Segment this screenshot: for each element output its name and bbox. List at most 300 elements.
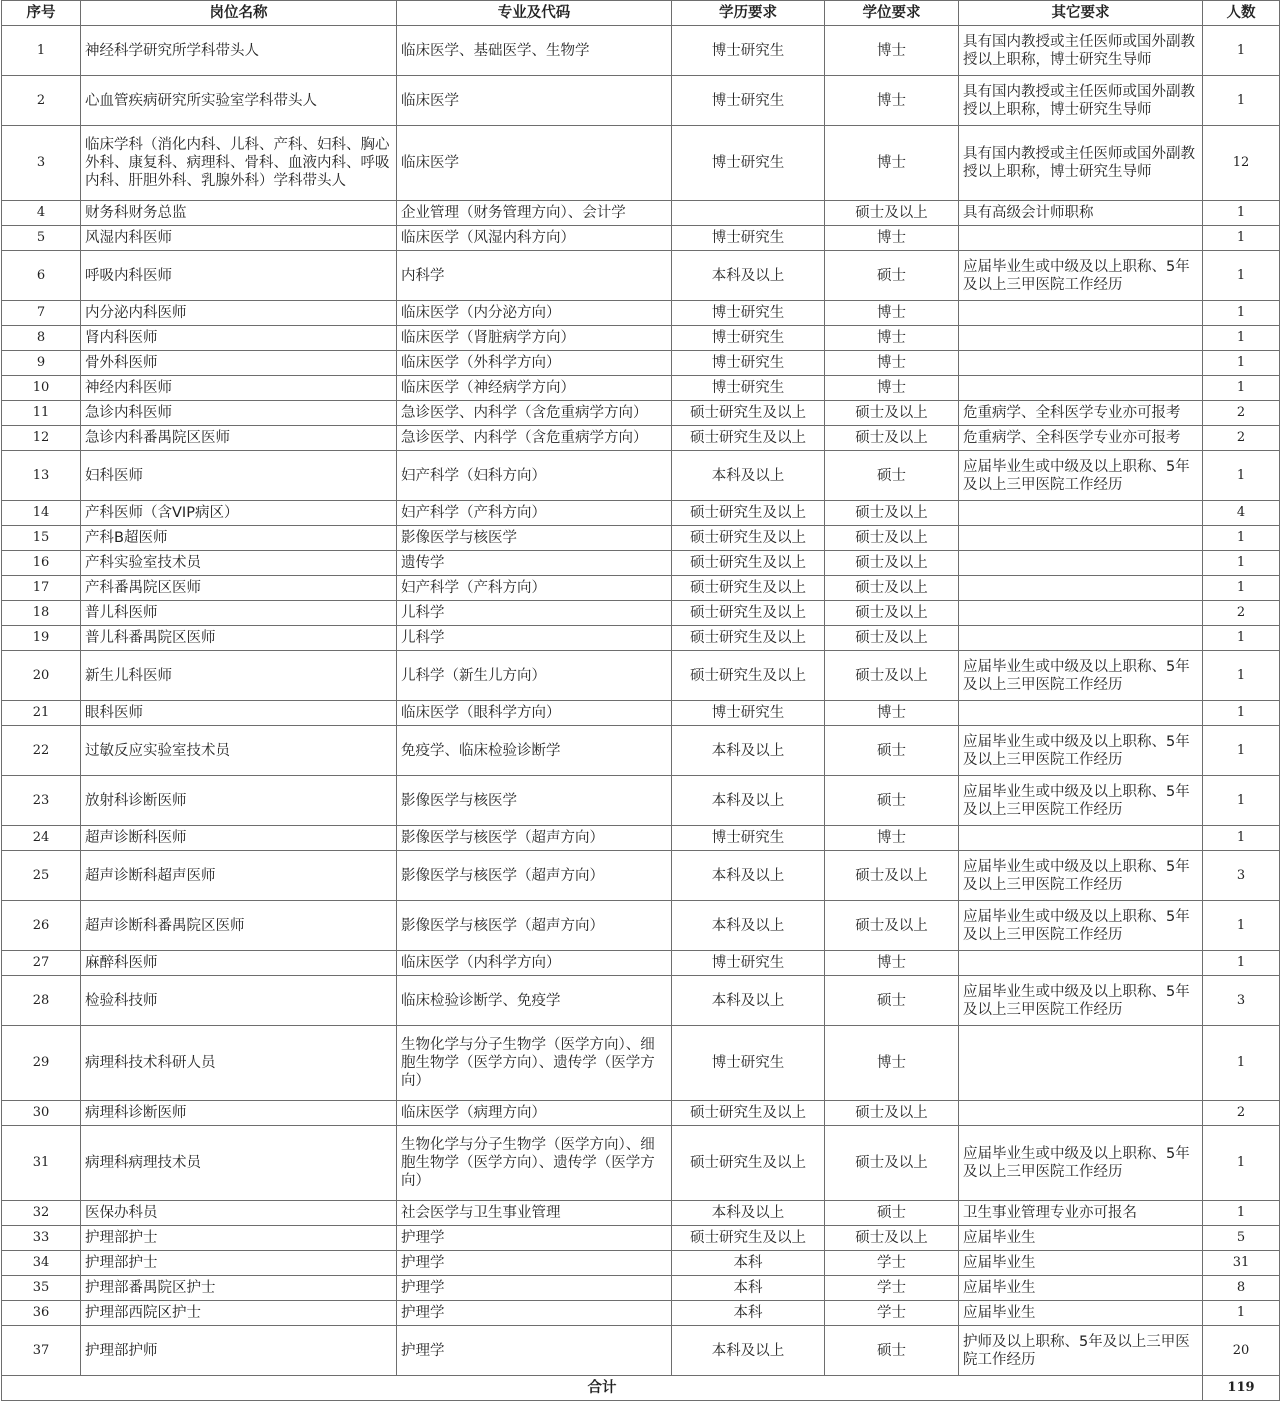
cell-headcount: 1 [1203,1301,1280,1326]
cell-post-name: 心血管疾病研究所实验室学科带头人 [81,76,397,126]
cell-headcount: 1 [1203,826,1280,851]
cell-degree: 硕士及以上 [825,201,959,226]
cell-major: 临床检验诊断学、免疫学 [397,976,672,1026]
table-row [2,451,1280,501]
cell-education: 博士研究生 [672,301,825,326]
cell-education: 本科及以上 [672,1326,825,1376]
cell-post-name: 超声诊断科医师 [81,826,397,851]
cell-education: 硕士研究生及以上 [672,626,825,651]
cell-major: 临床医学（病理方向） [397,1101,672,1126]
cell-post-name: 临床学科（消化内科、儿科、产科、妇科、胸心外科、康复科、病理科、骨科、血液内科、呼吸内科、肝胆外科、乳腺外科）学科带头人 [81,126,397,201]
table-row [2,426,1280,451]
cell-other-requirements [959,1026,1203,1101]
cell-post-name: 内分泌内科医师 [81,301,397,326]
cell-major: 临床医学 [397,76,672,126]
table-row [2,776,1280,826]
cell-degree: 博士 [825,76,959,126]
table-row [2,601,1280,626]
cell-index: 9 [2,351,81,376]
cell-index: 33 [2,1226,81,1251]
cell-education: 博士研究生 [672,326,825,351]
cell-degree: 学士 [825,1251,959,1276]
cell-post-name: 护理部护师 [81,1326,397,1376]
table-row [2,201,1280,226]
cell-other-requirements: 应届毕业生 [959,1251,1203,1276]
cell-headcount: 1 [1203,451,1280,501]
cell-other-requirements: 应届毕业生或中级及以上职称、5年及以上三甲医院工作经历 [959,651,1203,701]
cell-headcount: 2 [1203,601,1280,626]
cell-other-requirements: 具有国内教授或主任医师或国外副教授以上职称，博士研究生导师 [959,26,1203,76]
table-row [2,1101,1280,1126]
cell-education: 硕士研究生及以上 [672,1226,825,1251]
cell-other-requirements [959,951,1203,976]
cell-major: 临床医学（内分泌方向） [397,301,672,326]
cell-major: 影像医学与核医学 [397,776,672,826]
cell-degree: 博士 [825,326,959,351]
cell-index: 10 [2,376,81,401]
header-education: 学历要求 [672,1,825,26]
cell-other-requirements: 危重病学、全科医学专业亦可报考 [959,401,1203,426]
cell-other-requirements: 应届毕业生或中级及以上职称、5年及以上三甲医院工作经历 [959,901,1203,951]
cell-degree: 硕士及以上 [825,601,959,626]
table-row [2,351,1280,376]
cell-headcount: 1 [1203,701,1280,726]
cell-headcount: 20 [1203,1326,1280,1376]
cell-major: 护理学 [397,1276,672,1301]
cell-major: 企业管理（财务管理方向）、会计学 [397,201,672,226]
cell-major: 临床医学（肾脏病学方向） [397,326,672,351]
cell-headcount: 2 [1203,1101,1280,1126]
cell-index: 23 [2,776,81,826]
header-post-name: 岗位名称 [81,1,397,26]
cell-education: 博士研究生 [672,376,825,401]
cell-other-requirements: 护师及以上职称、5年及以上三甲医院工作经历 [959,1326,1203,1376]
cell-education: 博士研究生 [672,951,825,976]
cell-education: 博士研究生 [672,76,825,126]
cell-major: 临床医学（眼科学方向） [397,701,672,726]
cell-post-name: 医保办科员 [81,1201,397,1226]
cell-major: 儿科学 [397,601,672,626]
cell-headcount: 1 [1203,551,1280,576]
table-row [2,301,1280,326]
cell-education: 本科及以上 [672,1201,825,1226]
cell-headcount: 2 [1203,401,1280,426]
cell-degree: 博士 [825,351,959,376]
cell-post-name: 放射科诊断医师 [81,776,397,826]
cell-degree: 博士 [825,126,959,201]
cell-index: 1 [2,26,81,76]
table-row [2,401,1280,426]
cell-other-requirements [959,226,1203,251]
cell-post-name: 产科番禺院区医师 [81,576,397,601]
table-row [2,701,1280,726]
table-row [2,1126,1280,1201]
cell-degree: 硕士及以上 [825,651,959,701]
cell-post-name: 产科B超医师 [81,526,397,551]
cell-degree: 硕士 [825,776,959,826]
cell-post-name: 妇科医师 [81,451,397,501]
table-row [2,626,1280,651]
cell-index: 14 [2,501,81,526]
cell-other-requirements: 卫生事业管理专业亦可报名 [959,1201,1203,1226]
cell-post-name: 肾内科医师 [81,326,397,351]
table-row [2,976,1280,1026]
cell-index: 24 [2,826,81,851]
cell-major: 影像医学与核医学（超声方向） [397,826,672,851]
cell-headcount: 1 [1203,726,1280,776]
cell-post-name: 财务科财务总监 [81,201,397,226]
cell-index: 17 [2,576,81,601]
table-row [2,1301,1280,1326]
cell-headcount: 4 [1203,501,1280,526]
table-row [2,951,1280,976]
cell-index: 18 [2,601,81,626]
cell-index: 6 [2,251,81,301]
cell-index: 30 [2,1101,81,1126]
cell-headcount: 1 [1203,201,1280,226]
cell-headcount: 1 [1203,26,1280,76]
cell-other-requirements [959,501,1203,526]
cell-major: 护理学 [397,1226,672,1251]
cell-education: 本科及以上 [672,251,825,301]
cell-headcount: 1 [1203,226,1280,251]
cell-major: 临床医学、基础医学、生物学 [397,26,672,76]
header-headcount: 人数 [1203,1,1280,26]
table-row [2,851,1280,901]
cell-index: 15 [2,526,81,551]
cell-degree: 硕士及以上 [825,401,959,426]
cell-major: 临床医学（神经病学方向） [397,376,672,401]
cell-other-requirements: 应届毕业生 [959,1301,1203,1326]
cell-post-name: 急诊内科医师 [81,401,397,426]
cell-headcount: 1 [1203,626,1280,651]
cell-other-requirements [959,526,1203,551]
cell-index: 2 [2,76,81,126]
cell-other-requirements: 具有国内教授或主任医师或国外副教授以上职称，博士研究生导师 [959,76,1203,126]
cell-major: 儿科学 [397,626,672,651]
cell-index: 12 [2,426,81,451]
cell-post-name: 眼科医师 [81,701,397,726]
cell-major: 急诊医学、内科学（含危重病学方向） [397,426,672,451]
cell-major: 临床医学（外科学方向） [397,351,672,376]
cell-major: 护理学 [397,1251,672,1276]
cell-other-requirements [959,376,1203,401]
cell-education: 硕士研究生及以上 [672,601,825,626]
cell-degree: 博士 [825,826,959,851]
cell-other-requirements: 应届毕业生 [959,1276,1203,1301]
cell-other-requirements: 应届毕业生或中级及以上职称、5年及以上三甲医院工作经历 [959,251,1203,301]
cell-other-requirements [959,351,1203,376]
cell-headcount: 31 [1203,1251,1280,1276]
table-row [2,26,1280,76]
cell-education: 硕士研究生及以上 [672,501,825,526]
cell-headcount: 1 [1203,1201,1280,1226]
cell-degree: 硕士 [825,1326,959,1376]
cell-index: 21 [2,701,81,726]
cell-education: 博士研究生 [672,351,825,376]
cell-post-name: 病理科病理技术员 [81,1126,397,1201]
table-row [2,1226,1280,1251]
table-row [2,326,1280,351]
cell-post-name: 护理部护士 [81,1226,397,1251]
recruitment-table [1,0,1280,1401]
cell-other-requirements [959,826,1203,851]
table-row [2,226,1280,251]
cell-degree: 硕士及以上 [825,626,959,651]
cell-education: 博士研究生 [672,126,825,201]
cell-education: 博士研究生 [672,26,825,76]
cell-degree: 硕士及以上 [825,426,959,451]
cell-major: 妇产科学（产科方向） [397,576,672,601]
cell-degree: 博士 [825,1026,959,1101]
total-value: 119 [1203,1376,1280,1401]
cell-post-name: 检验科技师 [81,976,397,1026]
cell-major: 护理学 [397,1301,672,1326]
table-row [2,826,1280,851]
table-row [2,126,1280,201]
cell-other-requirements: 危重病学、全科医学专业亦可报考 [959,426,1203,451]
cell-other-requirements [959,301,1203,326]
cell-major: 护理学 [397,1326,672,1376]
cell-headcount: 1 [1203,951,1280,976]
cell-index: 8 [2,326,81,351]
cell-education: 硕士研究生及以上 [672,426,825,451]
cell-index: 31 [2,1126,81,1201]
cell-education: 博士研究生 [672,701,825,726]
cell-major: 临床医学 [397,126,672,201]
cell-education: 硕士研究生及以上 [672,651,825,701]
table-row [2,726,1280,776]
cell-index: 29 [2,1026,81,1101]
cell-post-name: 麻醉科医师 [81,951,397,976]
cell-education: 本科及以上 [672,451,825,501]
cell-other-requirements: 应届毕业生或中级及以上职称、5年及以上三甲医院工作经历 [959,1126,1203,1201]
cell-headcount: 1 [1203,526,1280,551]
cell-index: 19 [2,626,81,651]
cell-post-name: 护理部番禺院区护士 [81,1276,397,1301]
cell-education [672,201,825,226]
cell-major: 生物化学与分子生物学（医学方向）、细胞生物学（医学方向）、遗传学（医学方向） [397,1126,672,1201]
cell-headcount: 1 [1203,901,1280,951]
cell-index: 4 [2,201,81,226]
cell-other-requirements: 应届毕业生 [959,1226,1203,1251]
cell-index: 37 [2,1326,81,1376]
cell-post-name: 护理部西院区护士 [81,1301,397,1326]
table-row [2,651,1280,701]
cell-major: 生物化学与分子生物学（医学方向）、细胞生物学（医学方向）、遗传学（医学方向） [397,1026,672,1101]
cell-headcount: 1 [1203,376,1280,401]
cell-education: 硕士研究生及以上 [672,551,825,576]
cell-major: 临床医学（风湿内科方向） [397,226,672,251]
cell-headcount: 5 [1203,1226,1280,1251]
cell-post-name: 超声诊断科超声医师 [81,851,397,901]
cell-major: 影像医学与核医学（超声方向） [397,901,672,951]
table-row [2,576,1280,601]
cell-degree: 博士 [825,701,959,726]
cell-education: 本科 [672,1251,825,1276]
cell-education: 本科及以上 [672,776,825,826]
header-major: 专业及代码 [397,1,672,26]
cell-major: 社会医学与卫生事业管理 [397,1201,672,1226]
cell-education: 博士研究生 [672,826,825,851]
cell-index: 27 [2,951,81,976]
cell-degree: 博士 [825,301,959,326]
cell-post-name: 超声诊断科番禺院区医师 [81,901,397,951]
cell-degree: 硕士及以上 [825,551,959,576]
cell-headcount: 1 [1203,301,1280,326]
cell-index: 3 [2,126,81,201]
cell-education: 硕士研究生及以上 [672,1126,825,1201]
cell-headcount: 1 [1203,76,1280,126]
table-row [2,901,1280,951]
cell-headcount: 8 [1203,1276,1280,1301]
cell-degree: 硕士 [825,976,959,1026]
cell-index: 11 [2,401,81,426]
cell-headcount: 1 [1203,1126,1280,1201]
cell-index: 20 [2,651,81,701]
cell-headcount: 1 [1203,576,1280,601]
cell-major: 影像医学与核医学 [397,526,672,551]
cell-index: 22 [2,726,81,776]
cell-major: 内科学 [397,251,672,301]
cell-index: 28 [2,976,81,1026]
cell-degree: 硕士及以上 [825,576,959,601]
cell-education: 本科及以上 [672,726,825,776]
cell-index: 25 [2,851,81,901]
cell-major: 临床医学（内科学方向） [397,951,672,976]
table-row [2,1201,1280,1226]
header-other-requirements: 其它要求 [959,1,1203,26]
cell-education: 硕士研究生及以上 [672,401,825,426]
cell-post-name: 急诊内科番禺院区医师 [81,426,397,451]
cell-index: 26 [2,901,81,951]
total-row [2,1376,1280,1401]
cell-index: 32 [2,1201,81,1226]
cell-headcount: 12 [1203,126,1280,201]
cell-education: 本科 [672,1301,825,1326]
table-row [2,1251,1280,1276]
cell-degree: 硕士 [825,1201,959,1226]
cell-headcount: 1 [1203,776,1280,826]
cell-degree: 博士 [825,376,959,401]
cell-index: 36 [2,1301,81,1326]
cell-other-requirements [959,701,1203,726]
cell-other-requirements: 具有高级会计师职称 [959,201,1203,226]
cell-major: 儿科学（新生儿方向） [397,651,672,701]
cell-degree: 硕士及以上 [825,526,959,551]
cell-degree: 硕士 [825,726,959,776]
cell-index: 7 [2,301,81,326]
cell-other-requirements: 具有国内教授或主任医师或国外副教授以上职称，博士研究生导师 [959,126,1203,201]
cell-other-requirements: 应届毕业生或中级及以上职称、5年及以上三甲医院工作经历 [959,851,1203,901]
cell-post-name: 呼吸内科医师 [81,251,397,301]
cell-post-name: 神经内科医师 [81,376,397,401]
cell-headcount: 2 [1203,426,1280,451]
table-row [2,1026,1280,1101]
table-row [2,501,1280,526]
cell-education: 博士研究生 [672,1026,825,1101]
cell-degree: 硕士及以上 [825,851,959,901]
cell-index: 35 [2,1276,81,1301]
table-row [2,251,1280,301]
cell-index: 13 [2,451,81,501]
table-row [2,1326,1280,1376]
cell-degree: 硕士及以上 [825,501,959,526]
cell-post-name: 病理科技术科研人员 [81,1026,397,1101]
cell-other-requirements [959,626,1203,651]
cell-post-name: 神经科学研究所学科带头人 [81,26,397,76]
cell-other-requirements [959,576,1203,601]
cell-other-requirements: 应届毕业生或中级及以上职称、5年及以上三甲医院工作经历 [959,726,1203,776]
cell-degree: 硕士及以上 [825,1101,959,1126]
header-row [2,1,1280,26]
table-row [2,1276,1280,1301]
cell-headcount: 1 [1203,326,1280,351]
table-row [2,526,1280,551]
cell-post-name: 风湿内科医师 [81,226,397,251]
table-row [2,76,1280,126]
cell-post-name: 普儿科医师 [81,601,397,626]
cell-major: 影像医学与核医学（超声方向） [397,851,672,901]
cell-post-name: 护理部护士 [81,1251,397,1276]
cell-headcount: 3 [1203,851,1280,901]
cell-other-requirements [959,601,1203,626]
cell-major: 免疫学、临床检验诊断学 [397,726,672,776]
cell-other-requirements: 应届毕业生或中级及以上职称、5年及以上三甲医院工作经历 [959,976,1203,1026]
cell-degree: 硕士及以上 [825,1126,959,1201]
cell-degree: 硕士及以上 [825,901,959,951]
cell-education: 本科及以上 [672,851,825,901]
cell-post-name: 骨外科医师 [81,351,397,376]
cell-post-name: 产科实验室技术员 [81,551,397,576]
cell-other-requirements [959,1101,1203,1126]
cell-headcount: 1 [1203,651,1280,701]
cell-post-name: 新生儿科医师 [81,651,397,701]
table-row [2,376,1280,401]
cell-education: 本科 [672,1276,825,1301]
header-degree: 学位要求 [825,1,959,26]
cell-degree: 硕士及以上 [825,1226,959,1251]
cell-major: 妇产科学（妇科方向） [397,451,672,501]
cell-education: 硕士研究生及以上 [672,576,825,601]
table-row [2,551,1280,576]
cell-other-requirements [959,326,1203,351]
cell-degree: 硕士 [825,251,959,301]
cell-headcount: 1 [1203,351,1280,376]
cell-headcount: 3 [1203,976,1280,1026]
cell-major: 妇产科学（产科方向） [397,501,672,526]
cell-index: 5 [2,226,81,251]
cell-education: 硕士研究生及以上 [672,1101,825,1126]
cell-post-name: 病理科诊断医师 [81,1101,397,1126]
cell-degree: 博士 [825,951,959,976]
header-index: 序号 [2,1,81,26]
cell-post-name: 产科医师（含VIP病区） [81,501,397,526]
cell-education: 硕士研究生及以上 [672,526,825,551]
cell-headcount: 1 [1203,251,1280,301]
cell-degree: 学士 [825,1301,959,1326]
cell-other-requirements: 应届毕业生或中级及以上职称、5年及以上三甲医院工作经历 [959,776,1203,826]
total-label: 合计 [2,1376,1203,1401]
cell-post-name: 过敏反应实验室技术员 [81,726,397,776]
cell-education: 本科及以上 [672,976,825,1026]
cell-index: 16 [2,551,81,576]
cell-degree: 博士 [825,26,959,76]
cell-major: 遗传学 [397,551,672,576]
cell-education: 本科及以上 [672,901,825,951]
cell-degree: 学士 [825,1276,959,1301]
cell-headcount: 1 [1203,1026,1280,1101]
